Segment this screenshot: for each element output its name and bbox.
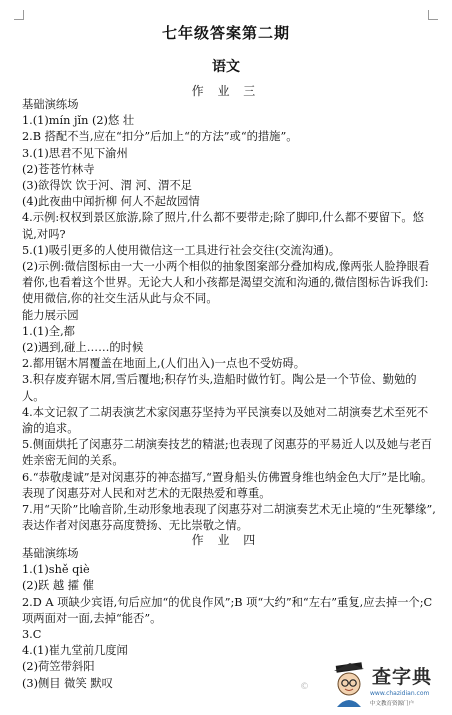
- crop-mark-top-right: [428, 10, 438, 20]
- answer-line: (2)示例:微信图标由一大一小两个相似的抽象图案部分叠加构成,像两张人脸挣眼看着你,也看着这个世界。无论大人和小孩都是渴望交流和沟通的,微信图标告诉我们:使用微信,你的社交生活从此与众不同。: [22, 260, 430, 306]
- document-title: 七年级答案第二期: [161, 24, 290, 42]
- subject-heading: 语文: [212, 59, 240, 75]
- answer-line: 4.(1)崔九堂前几度闻: [22, 644, 128, 658]
- homework-4-heading: 作 业 四: [191, 533, 261, 547]
- answer-line: 3.(1)思君不见下渝州: [22, 146, 128, 160]
- section-label: 基础演练场: [22, 547, 79, 560]
- site-logo: [330, 660, 442, 710]
- answer-line: 1.(1)shě qiè: [22, 563, 90, 577]
- answer-line: 1.(1)全,都: [22, 324, 75, 338]
- answer-line: 5.(1)吸引更多的人使用微信这一工具进行社会交往(交流沟通)。: [22, 243, 341, 257]
- answer-line: 2.D A 项缺少宾语,句后应加“的优良作风”;B 项“大约”和“左右”重复,应去掉一个;C 项两面对一面,去掉“能否”。: [22, 595, 433, 625]
- answer-line: (2)荷笠带斜阳: [22, 660, 95, 674]
- homework-3-content: [22, 97, 436, 534]
- answer-line: (2)遇到,碰上……的时候: [22, 341, 144, 355]
- answer-line: 3.积存废弃锯木屑,雪后覆地;积存竹头,造船时做竹钉。陶公是一个节俭、勤勉的人。: [22, 373, 417, 403]
- answer-line: (2)跃 越 攉 催: [22, 579, 94, 593]
- answer-line: (2)苍苍竹林寺: [22, 162, 95, 176]
- answer-line: 5.侧面烘托了闵惠芬二胡演奏技艺的精湛;也表现了闵惠芬的平易近人以及她与老百姓亲密无间的关系。: [22, 438, 432, 468]
- answer-line: 7.用“天阶”比喻音阶,生动形象地表现了闵惠芬对二胡演奏艺术无止境的“生死攀缘”,表达作者对闵惠芬高度赞扬、无比崇敬之情。: [22, 503, 436, 533]
- answer-line: 6.“恭敬虔诚”是对闵惠芬的神态描写,“置身船头仿佛置身维也纳金色大厅”是比喻。表现了闵惠芬对人民和对艺术的无限热爱和尊重。: [22, 470, 433, 500]
- homework-3-heading: 作 业 三: [191, 84, 261, 98]
- section-label: 基础演练场: [22, 98, 79, 111]
- answer-line: (4)此夜曲中闻折柳 何人不起故园情: [22, 195, 200, 209]
- watermark-icon: ©: [300, 682, 309, 692]
- logo-caption: 中文教育资源门户: [370, 701, 415, 707]
- answer-line: 4.本文记叙了二胡表演艺术家闵惠芬坚持为平民演奏以及她对二胡演奏艺术至死不渝的追求。: [22, 405, 429, 436]
- answer-line: 1.(1)mín jǐn (2)悠 壮: [22, 114, 135, 128]
- logo-name: 查字典: [372, 666, 433, 688]
- answer-line: 2.B 搭配不当,应在“扣分”后加上“的方法”或“的措施”。: [22, 130, 298, 144]
- mascot-icon: [330, 660, 370, 708]
- answer-line: 2.都用锯木屑覆盖在地面上,(人们出入)一点也不受妨碍。: [22, 357, 306, 371]
- section-label: 能力展示园: [22, 308, 79, 322]
- crop-mark-top-left: [14, 10, 24, 20]
- answer-line: 4.示例:权权到景区旅游,除了照片,什么都不要带走;除了脚印,什么都不要留下。悠说,对吗?: [22, 211, 424, 241]
- answer-line: (3)侧目 微笑 默叹: [22, 676, 113, 690]
- logo-url: www.chazidian.com: [370, 690, 430, 697]
- answer-line: (3)欲得饮 饮于河、渭 河、渭不足: [22, 179, 193, 193]
- answer-line: 3.C: [22, 628, 42, 642]
